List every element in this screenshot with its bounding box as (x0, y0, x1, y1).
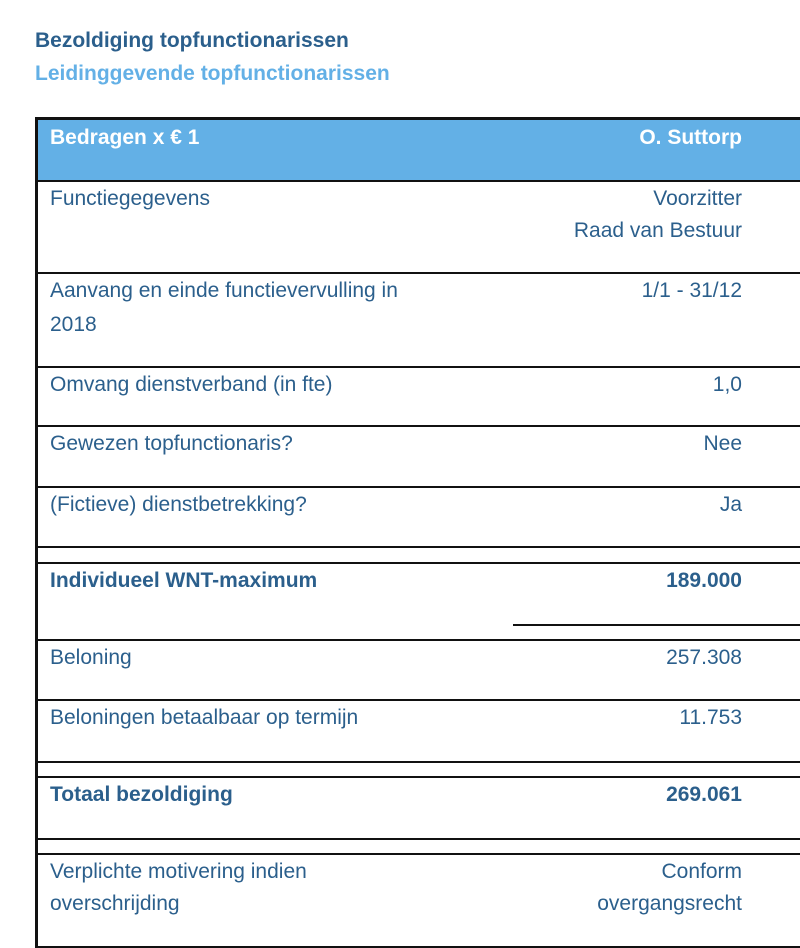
row-value: Voorzitter (653, 187, 742, 210)
row-value: 269.061 (666, 783, 742, 806)
row-label: Aanvang en einde functievervulling in (50, 279, 398, 302)
row-value: 257.308 (666, 646, 742, 669)
header-label: Bedragen x € 1 (50, 126, 200, 149)
table-row-motivering (38, 855, 800, 947)
table-row-aanvang (38, 274, 800, 366)
row-value: Raad van Bestuur (573, 219, 742, 242)
page-subtitle: Leidinggevende topfunctionarissen (35, 62, 390, 85)
table-row-wnt-maximum (38, 564, 800, 624)
row-divider (38, 761, 800, 763)
row-divider (513, 624, 800, 626)
row-value: 11.753 (679, 706, 742, 729)
table-row-functiegegevens (38, 182, 800, 272)
row-label: Omvang dienstverband (in fte) (50, 373, 333, 396)
row-label: Gewezen topfunctionaris? (50, 432, 293, 455)
row-value: overgangsrecht (597, 892, 742, 915)
table-row-omvang (38, 368, 800, 425)
row-label: Individueel WNT-maximum (50, 569, 318, 592)
row-label: Verplichte motivering indien (50, 860, 307, 883)
table-row-beloningen-termijn (38, 701, 800, 761)
table-row-dienstbetrekking (38, 488, 800, 546)
table-row-gewezen (38, 427, 800, 486)
row-value: Conform (661, 860, 742, 883)
row-divider (38, 546, 800, 548)
row-divider (38, 838, 800, 840)
row-value: 189.000 (666, 569, 742, 592)
table-row-beloning (38, 641, 800, 699)
row-label: Beloning (50, 646, 132, 669)
table-row-totaal (38, 778, 800, 838)
row-label: overschrijding (50, 892, 180, 915)
row-value: Nee (703, 432, 742, 455)
row-label: Functiegegevens (50, 187, 210, 210)
page-title: Bezoldiging topfunctionarissen (35, 29, 349, 52)
row-label: Totaal bezoldiging (50, 783, 233, 806)
row-label: (Fictieve) dienstbetrekking? (50, 493, 307, 516)
row-value: Ja (719, 493, 742, 516)
bezoldiging-table (35, 117, 800, 948)
row-label: 2018 (50, 313, 97, 336)
row-label: Beloningen betaalbaar op termijn (50, 706, 359, 729)
header-value: O. Suttorp (639, 126, 742, 149)
row-value: 1/1 - 31/12 (641, 279, 742, 302)
row-value: 1,0 (712, 373, 742, 396)
table-header-row (38, 120, 800, 180)
